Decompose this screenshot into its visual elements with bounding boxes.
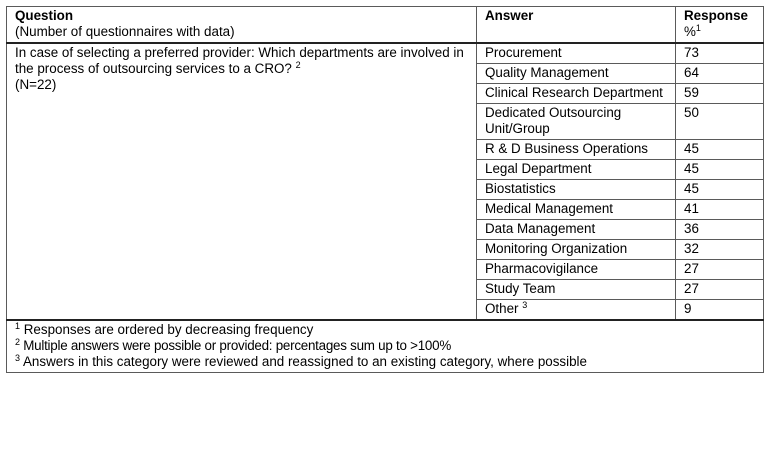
table-row [7, 43, 764, 64]
answer-text: Legal Department [485, 161, 592, 176]
footnote-3 [15, 354, 757, 370]
answer-text: Monitoring Organization [485, 241, 628, 256]
answer-value: 50 [676, 104, 764, 140]
footnotes-cell [7, 320, 764, 373]
answer-label [477, 84, 676, 104]
survey-results-table [6, 6, 764, 373]
footnote-1 [15, 322, 757, 338]
response-column-header [676, 7, 764, 44]
footnote-2 [15, 338, 757, 354]
answer-header-title: Answer [485, 8, 534, 23]
question-sample-size: (N=22) [15, 77, 57, 92]
table-header-row [7, 7, 764, 44]
response-footnote-ref: 1 [695, 23, 701, 33]
answer-text: Dedicated Outsourcing Unit/Group [485, 105, 622, 136]
answer-text: Study Team [485, 281, 556, 296]
question-cell [7, 43, 477, 320]
answer-label [477, 200, 676, 220]
question-text: In case of selecting a preferred provider: Which departments are involved in the process of outsourcing services to a CRO? [15, 45, 464, 76]
answer-value: 59 [676, 84, 764, 104]
answer-value: 27 [676, 260, 764, 280]
answer-text: Biostatistics [485, 181, 556, 196]
answer-text: R & D Business Operations [485, 141, 648, 156]
answer-label [477, 140, 676, 160]
answer-label [477, 220, 676, 240]
answer-label [477, 300, 676, 321]
answer-rows [7, 43, 764, 320]
answer-value: 41 [676, 200, 764, 220]
response-header-unit: % [684, 24, 696, 39]
answer-text: Data Management [485, 221, 596, 236]
answer-value: 45 [676, 160, 764, 180]
answer-label [477, 180, 676, 200]
question-header-subtitle: (Number of questionnaires with data) [15, 24, 235, 39]
answer-text: Pharmacovigilance [485, 261, 599, 276]
answer-label [477, 160, 676, 180]
question-column-header [7, 7, 477, 44]
answer-value: 9 [676, 300, 764, 321]
answer-column-header [477, 7, 676, 44]
answer-label [477, 43, 676, 64]
answer-label [477, 280, 676, 300]
response-header-title: Response [684, 8, 748, 23]
answer-label [477, 64, 676, 84]
question-header-title: Question [15, 8, 74, 23]
footnote-text: Multiple answers were possible or provided: percentages sum up to >100% [23, 338, 451, 353]
answer-text: Clinical Research Department [485, 85, 663, 100]
answer-value: 27 [676, 280, 764, 300]
answer-value: 36 [676, 220, 764, 240]
answer-text: Procurement [485, 45, 562, 60]
answer-value: 32 [676, 240, 764, 260]
answer-value: 45 [676, 140, 764, 160]
footnotes-row [7, 320, 764, 373]
footnote-text: Answers in this category were reviewed and reassigned to an existing category, where possible [23, 354, 587, 369]
answer-value: 73 [676, 43, 764, 64]
footnote-text: Responses are ordered by decreasing frequency [23, 322, 314, 337]
answer-label [477, 104, 676, 140]
question-footnote-ref: 2 [295, 60, 301, 70]
footnote-ref: 3 [15, 353, 21, 363]
answer-footnote-ref: 3 [522, 300, 528, 310]
answer-text: Quality Management [485, 65, 609, 80]
answer-value: 45 [676, 180, 764, 200]
answer-value: 64 [676, 64, 764, 84]
answer-label [477, 240, 676, 260]
footnote-ref: 1 [15, 321, 21, 331]
answer-text: Medical Management [485, 201, 614, 216]
answer-text: Other [485, 301, 519, 316]
footnote-ref: 2 [15, 337, 20, 347]
answer-label [477, 260, 676, 280]
